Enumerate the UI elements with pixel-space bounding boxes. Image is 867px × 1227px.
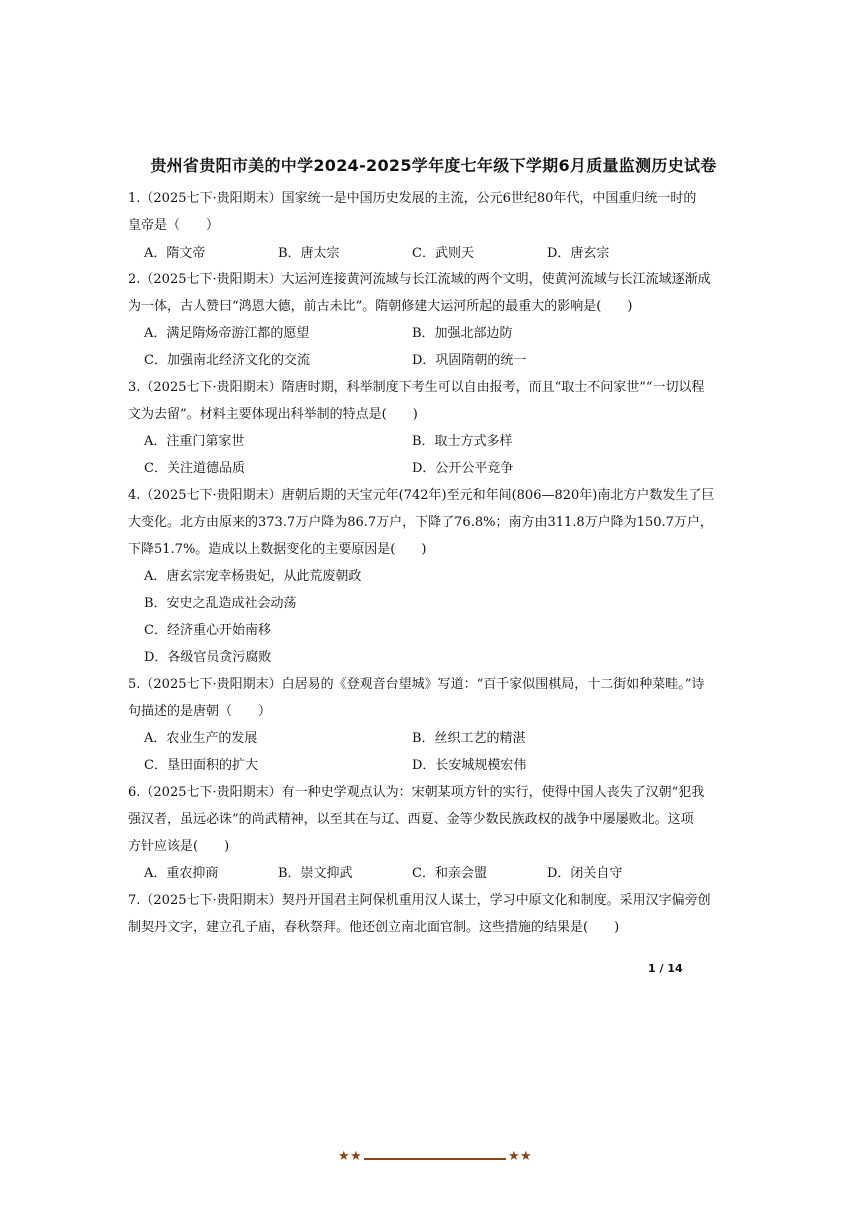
option-c[interactable]: C．经济重心开始南移	[144, 623, 271, 638]
option-b[interactable]: B．安史之乱造成社会动荡	[144, 596, 297, 611]
option-a[interactable]: A．唐玄宗宠幸杨贵妃，从此荒废朝政	[144, 569, 362, 584]
question-text-line: 强汉者，虽远必诛”的尚武精神，以至其在与辽、西夏、金等少数民族政权的战争中屡屡败北。这项	[128, 812, 694, 827]
option-b[interactable]: B．崇文抑武	[278, 866, 353, 881]
option-c[interactable]: C．和亲会盟	[412, 866, 487, 881]
question-text-line: 皇帝是（ ）	[128, 218, 220, 233]
question-text-line: 大变化。北方由原来的373.7万户降为86.7万户，下降了76.8%；南方由311.8万户降为150.7万户，	[128, 515, 713, 530]
option-c[interactable]: C．关注道德品质	[144, 461, 245, 476]
option-d[interactable]: D．各级官员贪污腐败	[144, 650, 272, 665]
option-d[interactable]: D．公开公平竞争	[412, 461, 514, 476]
star-icon: ★	[338, 1149, 350, 1164]
page-title: 贵州省贵阳市美的中学2024-2025学年度七年级下学期6月质量监测历史试卷	[150, 156, 717, 175]
question-text-line: 文为去留”。材料主要体现出科举制的特点是( )	[128, 407, 418, 422]
star-icon: ★	[520, 1149, 532, 1164]
question-text-line: 1.（2025七下·贵阳期末）国家统一是中国历史发展的主流，公元6世纪80年代，中国重归统一时的	[128, 191, 697, 206]
star-icon: ★	[508, 1149, 520, 1164]
option-b[interactable]: B．取士方式多样	[412, 434, 513, 449]
question-text-line: 3.（2025七下·贵阳期末）隋唐时期，科举制度下考生可以自由报考，而且“取士不问家世”“一切以程	[128, 380, 705, 395]
option-d[interactable]: D．唐玄宗	[547, 246, 610, 261]
option-c[interactable]: C．垦田面积的扩大	[144, 758, 258, 773]
question-text-line: 为一体，古人赞曰“鸿恩大德，前古未比”。隋朝修建大运河所起的最重大的影响是( )	[128, 299, 633, 314]
option-d[interactable]: D．长安城规模宏伟	[412, 758, 527, 773]
option-b[interactable]: B．唐太宗	[278, 246, 340, 261]
question-text-line: 方针应该是( )	[128, 839, 230, 854]
question-text-line: 下降51.7%。造成以上数据变化的主要原因是( )	[128, 542, 427, 557]
option-c[interactable]: C．武则天	[412, 246, 474, 261]
question-text-line: 句描述的是唐朝（ ）	[128, 704, 272, 719]
footer-divider	[364, 1158, 506, 1160]
option-b[interactable]: B．丝织工艺的精湛	[412, 731, 526, 746]
question-text-line: 7.（2025七下·贵阳期末）契丹开国君主阿保机重用汉人谋士，学习中原文化和制度。采用汉字偏旁创	[128, 893, 711, 908]
option-a[interactable]: A．重农抑商	[144, 866, 219, 881]
star-icon: ★	[350, 1149, 362, 1164]
option-d[interactable]: D．闭关自守	[547, 866, 623, 881]
question-text-line: 5.（2025七下·贵阳期末）白居易的《登观音台望城》写道：“百千家似围棋局，十二街如种菜畦。”诗	[128, 677, 705, 692]
question-text-line: 4.（2025七下·贵阳期末）唐朝后期的天宝元年(742年)至元和年间(806—820年)南北方户数发生了巨	[128, 488, 715, 503]
footer-ornament	[338, 1151, 532, 1165]
question-text-line: 6.（2025七下·贵阳期末）有一种史学观点认为：宋朝某项方针的实行，使得中国人丧失了汉朝“犯我	[128, 785, 705, 800]
option-a[interactable]: A．满足隋炀帝游江都的愿望	[144, 326, 310, 341]
option-b[interactable]: B．加强北部边防	[412, 326, 513, 341]
question-text-line: 制契丹文字，建立孔子庙，春秋祭拜。他还创立南北面官制。这些措施的结果是( )	[128, 920, 620, 935]
option-c[interactable]: C．加强南北经济文化的交流	[144, 353, 310, 368]
question-text-line: 2.（2025七下·贵阳期末）大运河连接黄河流域与长江流域的两个文明，使黄河流域与长江流域逐渐成	[128, 272, 711, 287]
option-a[interactable]: A．注重门第家世	[144, 434, 245, 449]
page-number: 1 / 14	[648, 962, 683, 975]
option-d[interactable]: D．巩固隋朝的统一	[412, 353, 527, 368]
option-a[interactable]: A．农业生产的发展	[144, 731, 258, 746]
option-a[interactable]: A．隋文帝	[144, 246, 206, 261]
